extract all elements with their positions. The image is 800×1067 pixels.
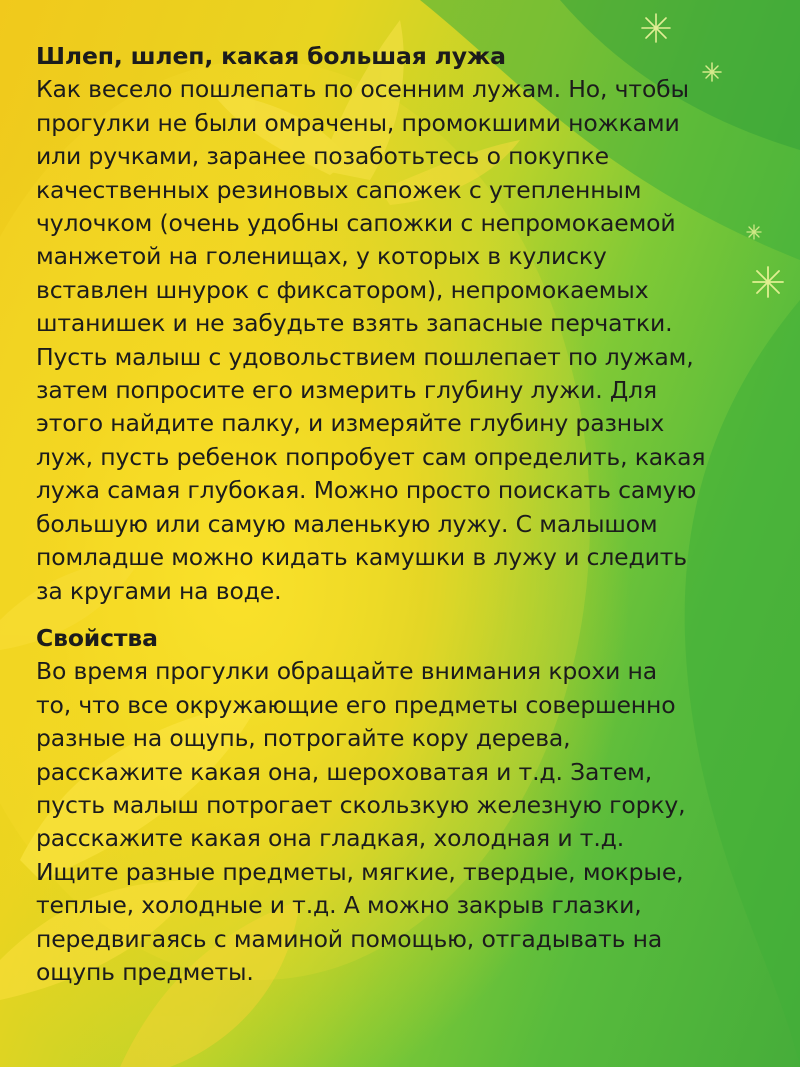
text-line: разные на ощупь, потрогайте кору дерева,	[36, 724, 571, 753]
text-line: Пусть малыш с удовольствием пошлепает по лужам,	[36, 342, 694, 371]
text-line: штанишек и не забудьте взять запасные перчатки.	[36, 309, 673, 338]
text-line: луж, пусть ребенок попробует сам определить, какая	[36, 442, 706, 471]
text-line: пусть малыш потрогает скользкую железную горку,	[36, 790, 686, 819]
paragraph	[36, 40, 776, 608]
text-line: расскажите какая она гладкая, холодная и т.д.	[36, 824, 625, 853]
paragraph	[36, 622, 776, 989]
document-body	[36, 40, 776, 989]
text-line: Во время прогулки обращайте внимания крохи на	[36, 657, 658, 686]
text-line: теплые, холодные и т.д. А можно закрыв глазки,	[36, 891, 642, 920]
section-puddles	[36, 40, 776, 608]
text-line: Ищите разные предметы, мягкие, твердые, мокрые,	[36, 857, 684, 886]
text-line: лужа самая глубокая. Можно просто поискать самую	[36, 476, 697, 505]
text-line: манжетой на голенищах, у которых в кулиску	[36, 242, 607, 271]
text-line: чулочком (очень удобны сапожки с непромокаемой	[36, 209, 676, 238]
text-line: затем попросите его измерить глубину лужи. Для	[36, 376, 657, 405]
text-line: то, что все окружающие его предметы совершенно	[36, 690, 676, 719]
section-heading: Свойства	[36, 623, 158, 652]
text-line: большую или самую маленькую лужу. С малышом	[36, 509, 658, 538]
text-line: или ручками, заранее позаботьтесь о покупке	[36, 142, 609, 171]
text-line: вставлен шнурок с фиксатором), непромокаемых	[36, 275, 649, 304]
text-line: этого найдите палку, и измеряйте глубину разных	[36, 409, 665, 438]
text-line: за кругами на воде.	[36, 576, 282, 605]
text-line: передвигаясь с маминой помощью, отгадывать на	[36, 924, 663, 953]
text-line: ощупь предметы.	[36, 957, 254, 986]
text-line: Как весело пошлепать по осенним лужам. Но, чтобы	[36, 75, 689, 104]
snowflake-icon	[642, 14, 670, 42]
text-line: качественных резиновых сапожек с утепленным	[36, 175, 642, 204]
text-line: помладше можно кидать камушки в лужу и следить	[36, 543, 687, 572]
text-line: расскажите какая она, шероховатая и т.д. Затем,	[36, 757, 653, 786]
section-heading: Шлеп, шлеп, какая большая лужа	[36, 42, 506, 70]
text-line: прогулки не были омрачены, промокшими ножками	[36, 108, 680, 137]
section-properties	[36, 622, 776, 989]
